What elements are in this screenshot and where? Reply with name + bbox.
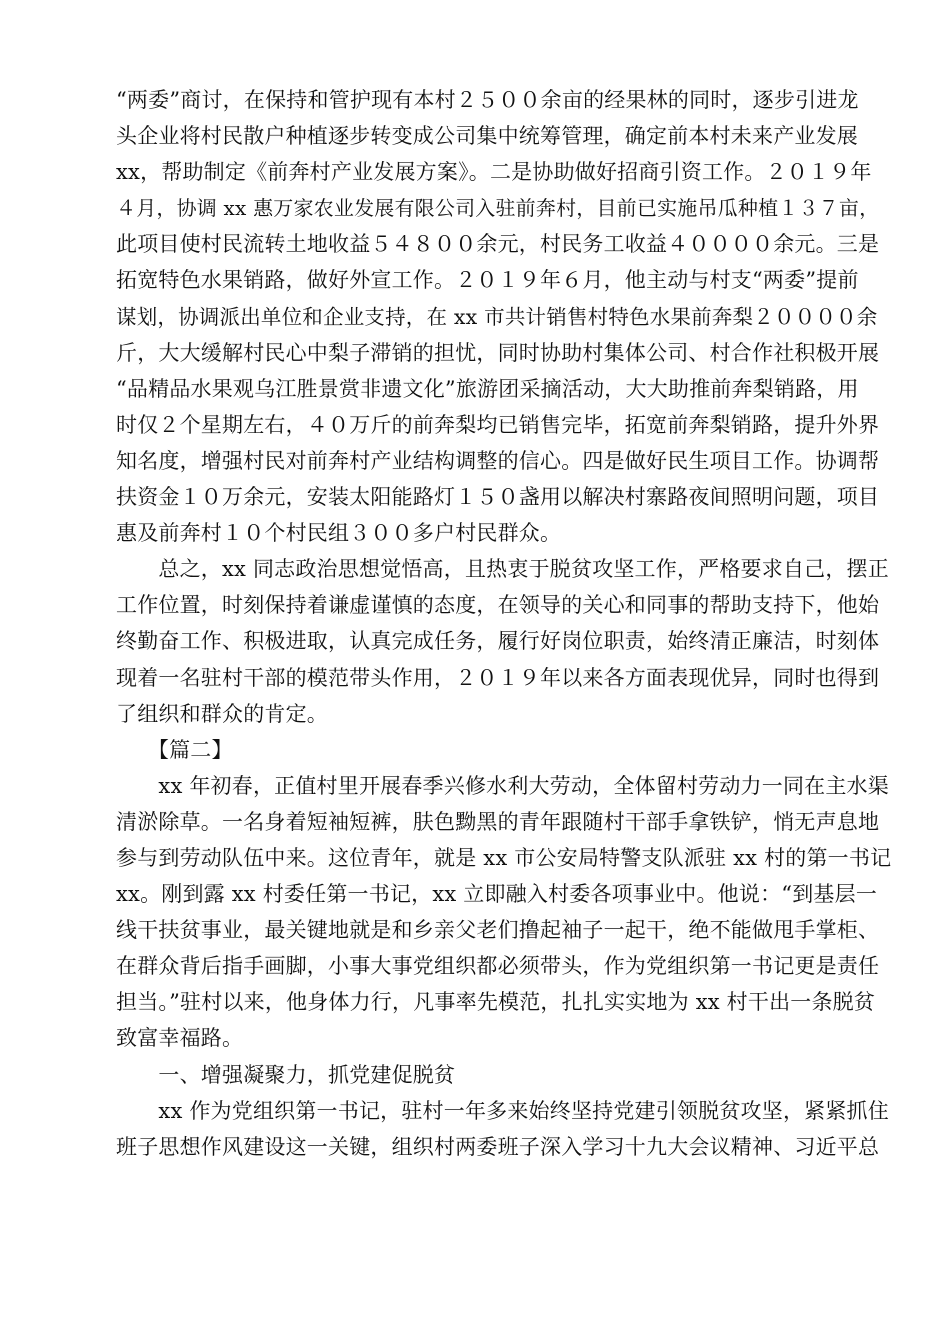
text-line: 在群众背后指手画脚，小事大事党组织都必须带头，作为党组织第一书记更是责任 xyxy=(116,954,880,979)
subsection-heading: 一、增强凝聚力，抓党建促脱贫 xyxy=(116,1062,456,1087)
document-body xyxy=(116,82,892,1165)
text-line: 时仅２个星期左右，４０万斤的前奔梨均已销售完毕，拓宽前奔梨销路，提升外界 xyxy=(116,412,880,437)
text-line: 谋划，协调派出单位和企业支持，在 xx 市共计销售村特色水果前奔梨２００００余 xyxy=(116,304,878,329)
text-line: “品精品水果观乌江胜景赏非遗文化”旅游团采摘活动，大大助推前奔梨销路，用 xyxy=(116,376,859,401)
text-line: xx 作为党组织第一书记，驻村一年多来始终坚持党建引领脱贫攻坚，紧紧抓住 xyxy=(116,1098,889,1123)
text-line: xx 年初春，正值村里开展春季兴修水利大劳动，全体留村劳动力一同在主水渠 xyxy=(116,773,889,798)
text-line: 惠及前奔村１０个村民组３００多户村民群众。 xyxy=(116,521,562,546)
text-line: 线干扶贫事业，最关键地就是和乡亲父老们撸起袖子一起干，绝不能做甩手掌柜、 xyxy=(116,918,880,943)
text-line: 工作位置，时刻保持着谦虚谨慎的态度，在领导的关心和同事的帮助支持下，他始 xyxy=(116,593,880,618)
text-line: 现着一名驻村干部的模范带头作用，２０１９年以来各方面表现优异，同时也得到 xyxy=(116,665,880,690)
text-line: 班子思想作风建设这一关键，组织村两委班子深入学习十九大会议精神、习近平总 xyxy=(116,1134,880,1159)
text-line: “两委”商讨，在保持和管护现有本村２５００余亩的经果林的同时，逐步引进龙 xyxy=(116,88,859,112)
text-line: 清淤除草。一名身着短袖短裤，肤色黝黑的青年跟随村干部手拿铁铲，悄无声息地 xyxy=(116,809,880,834)
text-line: 了组织和群众的肯定。 xyxy=(116,701,328,726)
text-line: ４月，协调 xx 惠万家农业发展有限公司入驻前奔村，目前已实施吊瓜种植１３７亩， xyxy=(116,196,880,221)
text-line: xx，帮助制定《前奔村产业发展方案》。二是协助做好招商引资工作。２０１９年 xyxy=(116,160,872,185)
text-line: 拓宽特色水果销路，做好外宣工作。２０１９年６月，他主动与村支“两委”提前 xyxy=(116,268,859,293)
text-line: xx。刚到露 xx 村委任第一书记，xx 立即融入村委各项事业中。他说：“到基层一 xyxy=(116,882,878,907)
text-line: 终勤奋工作、积极进取，认真完成任务，履行好岗位职责，始终清正廉洁，时刻体 xyxy=(116,629,880,654)
text-line: 知名度，增强村民对前奔村产业结构调整的信心。四是做好民生项目工作。协调帮 xyxy=(116,448,880,473)
text-line: 此项目使村民流转土地收益５４８００余元，村民务工收益４００００余元。三是 xyxy=(116,232,880,257)
text-line: 致富幸福路。 xyxy=(116,1026,244,1051)
section-heading: 【篇二】 xyxy=(116,737,233,762)
text-line: 斤，大大缓解村民心中梨子滞销的担忧，同时协助村集体公司、村合作社积极开展 xyxy=(116,340,880,365)
text-line: 担当。”驻村以来，他身体力行，凡事率先模范，扎扎实实地为 xx 村干出一条脱贫 xyxy=(116,990,876,1015)
text-line: 扶资金１０万余元，安装太阳能路灯１５０盏用以解决村寨路夜间照明问题，项目 xyxy=(116,485,880,510)
text-line: 总之，xx 同志政治思想觉悟高，且热衷于脱贫攻坚工作，严格要求自己，摆正 xyxy=(116,557,889,582)
text-line: 头企业将村民散户种植逐步转变成公司集中统筹管理，确定前本村未来产业发展 xyxy=(116,124,858,149)
text-line: 参与到劳动队伍中来。这位青年，就是 xx 市公安局特警支队派驻 xx 村的第一书记 xyxy=(116,845,892,870)
